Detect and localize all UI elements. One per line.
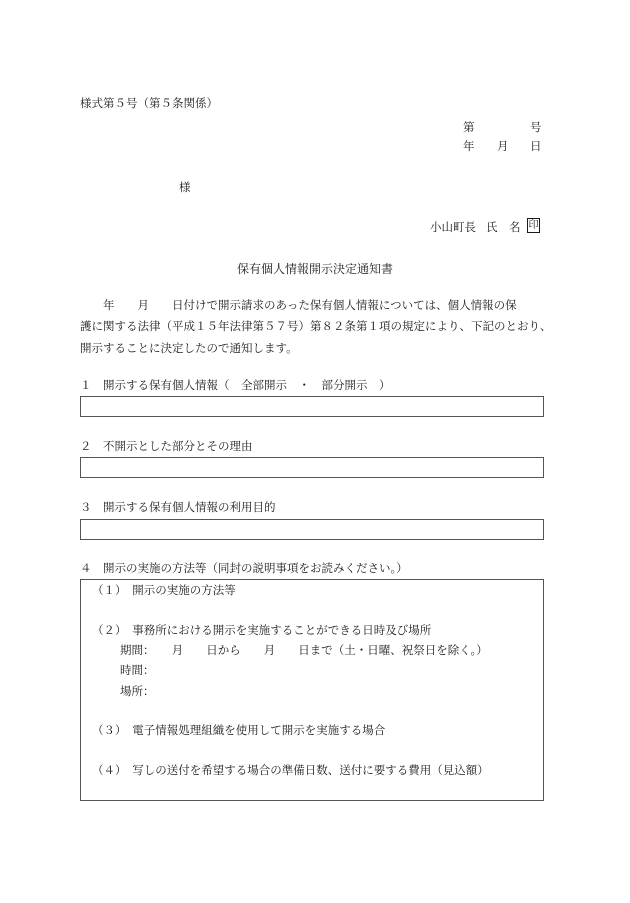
- usage-purpose-field[interactable]: [80, 519, 544, 540]
- document-number-label: 第: [463, 120, 475, 134]
- issuer-name-label: 氏 名: [486, 220, 521, 234]
- method-item-1: （１） 開示の実施の方法等: [92, 583, 236, 597]
- method-item-3: （３） 電子情報処理組織を使用して開示を実施する場合: [92, 723, 386, 737]
- section-heading-disclosed-info: １ 開示する保有個人情報（ 全部開示 ・ 部分開示 ）: [80, 378, 391, 392]
- document-number-suffix: 号: [530, 120, 542, 134]
- body-text-line: 年 月 日付けで開示請求のあった保有個人情報については、個人情報の保: [80, 298, 517, 312]
- date-month-label: 月: [497, 139, 509, 153]
- body-text-line: 護に関する法律（平成１５年法律第５７号）第８２条第１項の規定により、下記のとおり、: [80, 319, 552, 333]
- method-item-4: （４） 写しの送付を希望する場合の準備日数、送付に要する費用（見込額）: [92, 763, 489, 777]
- addressee-suffix: 様: [179, 180, 191, 194]
- issuer-title: 小山町長: [430, 220, 476, 234]
- body-text-line: 開示することに決定したので通知します。: [80, 341, 298, 355]
- date-day-label: 日: [530, 139, 542, 153]
- nondisclosure-reason-field[interactable]: [80, 457, 544, 478]
- schedule-period: 期間： 月 日から 月 日まで（土・日曜、祝祭日を除く。）: [120, 643, 488, 657]
- document-title: 保有個人情報開示決定通知書: [236, 262, 393, 276]
- schedule-place: 場所：: [120, 684, 155, 698]
- form-number: 様式第５号（第５条関係）: [80, 96, 218, 110]
- section-heading-usage-purpose: ３ 開示する保有個人情報の利用目的: [80, 500, 276, 514]
- disclosed-info-field[interactable]: [80, 396, 544, 417]
- seal-mark: 印: [527, 218, 540, 233]
- schedule-time: 時間：: [120, 663, 155, 677]
- section-heading-disclosure-method: ４ 開示の実施の方法等（同封の説明事項をお読みください。）: [80, 561, 408, 575]
- date-year-label: 年: [463, 139, 475, 153]
- section-heading-nondisclosure-reason: ２ 不開示とした部分とその理由: [80, 439, 253, 453]
- method-item-2: （２） 事務所における開示を実施することができる日時及び場所: [92, 623, 432, 637]
